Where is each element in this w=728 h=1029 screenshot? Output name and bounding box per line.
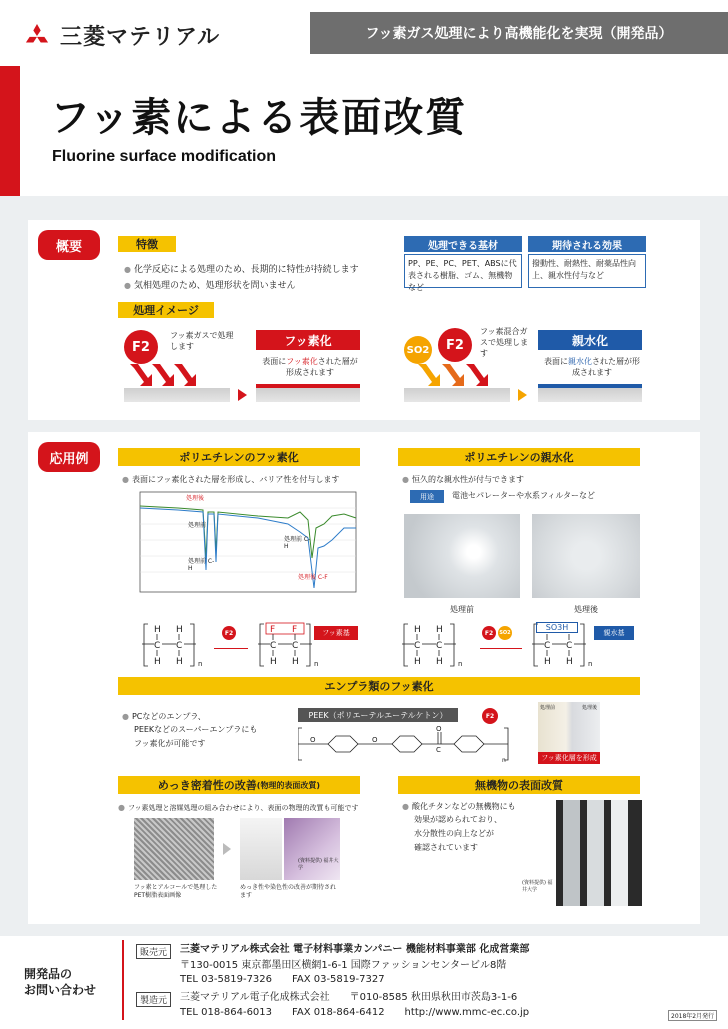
right-arrows-icon xyxy=(416,362,496,388)
svg-text:C: C xyxy=(292,641,299,651)
peek-photo-before: 処理前 xyxy=(540,705,556,711)
sales-company: 三菱マテリアル株式会社 電子材料事業カンパニー 機能材料事業部 化成営業部 xyxy=(180,944,530,955)
svg-text:H: H xyxy=(270,657,277,667)
inorganic-bullet-1: ● 酸化チタンなどの無機物にも xyxy=(402,800,516,813)
svg-text:H: H xyxy=(414,625,421,635)
water-droplet-after-photo xyxy=(532,514,640,598)
inorganic-head: 無機物の表面改質 xyxy=(398,776,640,794)
right-substrate-before xyxy=(404,388,510,402)
sales-tel: TEL 03-5819-7326 FAX 03-5819-7327 xyxy=(180,974,385,985)
peek-structure xyxy=(298,724,510,764)
left-arrows-icon xyxy=(128,362,198,388)
svg-text:F: F xyxy=(270,625,276,635)
eng-bullet-2: PEEKなどのスーパーエンプラにも xyxy=(134,725,258,734)
ir-label-after-1: 処理後 xyxy=(186,495,205,502)
svg-text:C: C xyxy=(436,746,441,754)
maker-tel[interactable]: TEL 018-864-6013 FAX 018-864-6412 http://www.mmc-ec.co.jp xyxy=(180,1007,530,1018)
pe-fluor-head: ポリエチレンのフッ素化 xyxy=(118,448,360,466)
pe-formula-before-2 xyxy=(400,622,470,668)
peek-f2-gas-icon: F2 xyxy=(482,708,498,724)
title-accent-bar xyxy=(0,66,20,196)
water-droplet-before-photo xyxy=(404,514,520,598)
right-gas-text: フッ素混合ガスで処理します xyxy=(480,327,528,358)
sales-tag: 販売元 xyxy=(136,944,171,959)
left-result-text xyxy=(262,356,358,378)
f2-gas-icon: F2 xyxy=(124,330,158,364)
left-substrate-before xyxy=(124,388,230,402)
ir-label-before-1: 処理前 xyxy=(188,522,207,529)
left-process-arrow-icon xyxy=(236,388,248,402)
feature-item-1: ● 化学反応による処理のため、長期的に特性が持続します xyxy=(124,262,359,278)
peek-label: PEEK（ポリエーテルエーテルケトン） xyxy=(298,708,458,722)
svg-text:n: n xyxy=(198,660,203,668)
effect-text: 撥動性、耐熱性、耐薬品性向上、親水性付与など xyxy=(528,254,646,288)
maker-company: 三菱マテリアル電子化成株式会社 〒010-8585 秋田県秋田市茨島3-1-6 xyxy=(180,992,518,1003)
left-result-text-hl: フッ素化 xyxy=(286,357,318,366)
hydro-f2-gas-icon: F2 xyxy=(482,626,496,640)
maker-tag: 製造元 xyxy=(136,992,171,1007)
plating-head xyxy=(118,776,360,794)
substrate-head: 処理できる基材 xyxy=(404,236,522,252)
header-banner: フッ素ガス処理により高機能化を実現（開発品） xyxy=(310,12,728,54)
substrate-text: PP、PE、PC、PET、ABSに代表される樹脂、ゴム、無機物など xyxy=(404,254,522,288)
applications-badge: 応用例 xyxy=(38,442,100,472)
right-result-text-hl: 親水化 xyxy=(568,357,592,366)
inorganic-bullet-3: 水分散性の向上などが xyxy=(414,829,494,838)
inorganic-credit: (資料提供) 福井大学 xyxy=(522,880,553,893)
svg-text:H: H xyxy=(176,657,183,667)
svg-text:F: F xyxy=(292,625,298,635)
left-substrate-after xyxy=(256,388,360,402)
svg-text:C: C xyxy=(270,641,277,651)
right-result-head: 親水化 xyxy=(538,330,642,350)
ir-label-after-2: 処理後 C-F xyxy=(298,574,328,581)
svg-text:H: H xyxy=(436,625,443,635)
svg-text:O: O xyxy=(436,725,442,733)
svg-text:H: H xyxy=(414,657,421,667)
svg-text:H: H xyxy=(566,657,573,667)
hydro-so2-gas-icon: SO2 xyxy=(498,626,512,640)
pe-formula-before xyxy=(140,622,230,668)
svg-text:n: n xyxy=(314,660,319,668)
so2-gas-icon: SO2 xyxy=(404,336,432,364)
right-substrate-after xyxy=(538,388,642,402)
dispersion-vials-photo xyxy=(556,800,642,906)
company-logo-text: 三菱マテリアル xyxy=(60,25,221,50)
f2-gas-icon-2: F2 xyxy=(438,328,472,362)
left-result-text-a: 表面に xyxy=(262,357,287,366)
plating-head-sub: (物理的表面改質) xyxy=(256,780,321,790)
svg-text:C: C xyxy=(566,641,573,651)
ir-spectrum-graph xyxy=(118,488,362,608)
overview-badge: 概要 xyxy=(38,230,100,260)
svg-text:n: n xyxy=(502,757,506,764)
eng-head: エンプラ類のフッ素化 xyxy=(118,677,640,695)
eng-bullet-1: ● PCなどのエンプラ、 xyxy=(122,710,206,723)
so3h-group: SO3H xyxy=(536,622,578,633)
fluorine-group-tag: フッ素基 xyxy=(314,626,358,640)
left-gas-text: フッ素ガスで処理します xyxy=(170,331,234,351)
right-result-text xyxy=(544,356,640,378)
svg-text:O: O xyxy=(310,736,316,744)
inorganic-bullet-2: 効果が認められており、 xyxy=(414,815,502,824)
features-head: 特徴 xyxy=(118,236,176,252)
plating-credit: (資料提供) 福井大学 xyxy=(298,858,339,871)
plating-arrow-icon xyxy=(222,842,232,856)
svg-text:H: H xyxy=(176,625,183,635)
left-result-head: フッ素化 xyxy=(256,330,360,350)
pe-fluor-arrow-gas-icon: F2 xyxy=(222,626,236,640)
hydrophilic-group-tag: 親水基 xyxy=(594,626,634,640)
pet-surface-photo xyxy=(134,818,214,880)
svg-text:C: C xyxy=(176,641,183,651)
plating-caption-1: フッ素とアルコールで処理したPET樹脂表面画像 xyxy=(134,884,218,899)
svg-text:H: H xyxy=(154,625,161,635)
use-tag: 用途 xyxy=(410,490,444,503)
plated-sample-photo xyxy=(240,818,282,880)
effect-head: 期待される効果 xyxy=(528,236,646,252)
svg-text:H: H xyxy=(154,657,161,667)
right-result-text-b: された層が形成されます xyxy=(572,357,640,377)
contact-label-1: 開発品の xyxy=(24,967,73,981)
left-result-text-b: された層が形成されます xyxy=(286,357,358,377)
pe-hydro-head: ポリエチレンの親水化 xyxy=(398,448,640,466)
svg-text:H: H xyxy=(436,657,443,667)
contact-label-2: お問い合わせ xyxy=(24,983,97,997)
page-subtitle: Fluorine surface modification xyxy=(52,148,277,165)
svg-text:C: C xyxy=(544,641,551,651)
pe-fluor-reaction-arrow xyxy=(214,648,248,649)
pe-fluor-bullet: ● 表面にフッ素化された層を形成し、バリア性を付与します xyxy=(122,472,339,487)
ir-label-before-3: 処理前 C-H xyxy=(284,536,311,550)
feature-item-2: ● 気相処理のため、処理形状を問いません xyxy=(124,278,296,294)
svg-text:C: C xyxy=(436,641,443,651)
after-caption: 処理後 xyxy=(574,605,598,614)
plating-caption-2: めっき性や染色性の改善が期待されます xyxy=(240,884,336,899)
issue-date: 2018年2月発行 xyxy=(668,1010,717,1021)
inorganic-bullet-4: 確認されています xyxy=(414,843,478,852)
page-title: フッ素による表面改質 xyxy=(50,95,468,141)
plating-bullet: ● フッ素処理と溶媒処理の組み合わせにより、表面の物理的改質も可能です xyxy=(118,800,359,816)
mitsubishi-logo-icon xyxy=(22,24,52,48)
peek-photo-after: 処理後 xyxy=(582,705,598,711)
ir-label-before-2: 処理前 C-H xyxy=(188,558,215,572)
pe-hydro-bullet: ● 恒久的な親水性が付与できます xyxy=(402,472,524,487)
plating-head-main: めっき密着性の改善 xyxy=(157,779,257,792)
svg-text:H: H xyxy=(544,657,551,667)
sales-address: 〒130-0015 東京都墨田区横網1-6-1 国際ファッションセンタービル8階 xyxy=(180,960,507,971)
image-head: 処理イメージ xyxy=(118,302,214,318)
footer-divider xyxy=(122,940,124,1020)
right-result-text-a: 表面に xyxy=(544,357,568,366)
pe-hydro-reaction-arrow xyxy=(480,648,522,649)
svg-text:n: n xyxy=(588,660,593,668)
right-process-arrow-icon xyxy=(516,388,528,402)
peek-photo-caption: フッ素化層を形成 xyxy=(538,752,600,764)
svg-text:C: C xyxy=(414,641,421,651)
before-caption: 処理前 xyxy=(450,605,474,614)
svg-text:n: n xyxy=(458,660,463,668)
svg-text:O: O xyxy=(372,736,378,744)
svg-text:H: H xyxy=(292,657,299,667)
svg-text:C: C xyxy=(154,641,161,651)
eng-bullet-3: フッ素化が可能です xyxy=(134,739,206,748)
use-text: 電池セパレーターや水系フィルターなど xyxy=(452,491,596,500)
